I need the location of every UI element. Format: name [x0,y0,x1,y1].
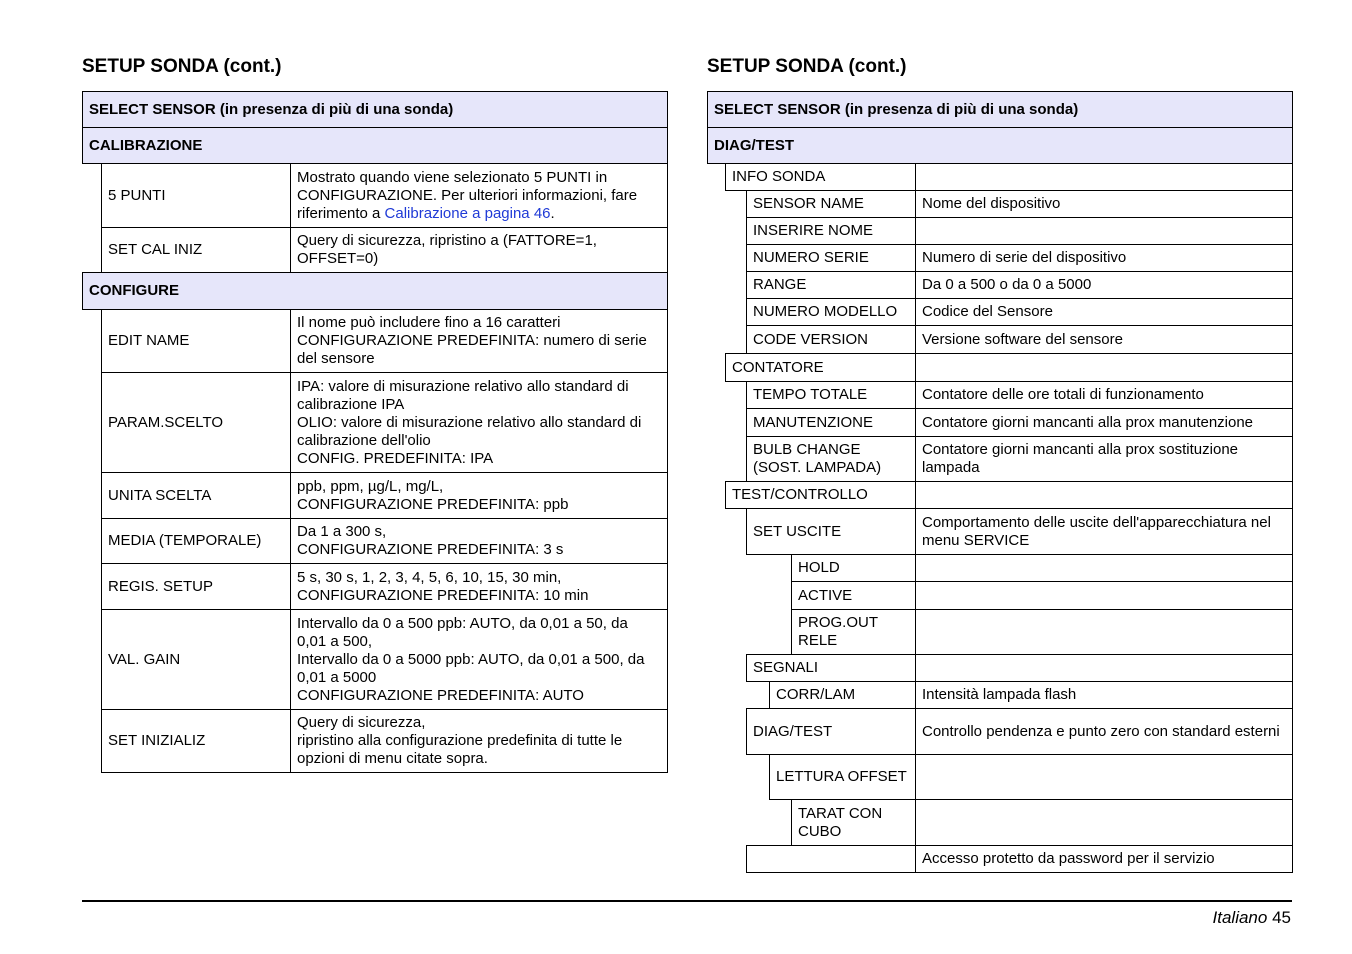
right-page-title: SETUP SONDA (cont.) [707,56,907,77]
menu-item-name: PROG.OUT RELE [798,614,878,649]
menu-item-name: CONTATORE [732,358,824,376]
page-number: 45 [1272,908,1291,927]
menu-item-name: TEST/CONTROLLO [732,486,868,503]
menu-item-description: IPA: valore di misurazione relativo allo standard di calibrazione IPA OLIO: valore di misurazione relativo allo standard di calibrazione dell'olio CONFIG. PREDEFINITA: IPA [297,377,642,467]
menu-item-description: Query di sicurezza, ripristino alla configurazione predefinita di tutte le opzioni di menu citate sopra. [297,714,623,767]
table-row [791,581,1293,610]
table-row [101,227,668,273]
page-footer [1213,908,1291,928]
table-row [746,325,1293,354]
menu-item-description: Query di sicurezza, ripristino a (FATTORE=1, OFFSET=0) [297,232,597,267]
table-row [791,799,1293,846]
table-row [746,271,1293,299]
menu-item-name: VAL. GAIN [108,650,181,668]
menu-item-name: MEDIA (TEMPORALE) [108,532,262,549]
menu-item-name: LETTURA OFFSET [776,768,907,785]
section-configure: CONFIGURE [82,272,668,310]
select-sensor-header: SELECT SENSOR (in presenza di più di una sonda) [707,91,1293,128]
menu-item-name: DIAG/TEST [753,722,833,740]
menu-item-description: Il nome può includere fino a 16 caratteri CONFIGURAZIONE PREDEFINITA: numero di serie del sensore [297,314,647,367]
menu-item-name: ACTIVE [798,586,853,604]
menu-item-description: Accesso protetto da password per il servizio [922,850,1215,867]
menu-item-description: Versione software del sensore [922,330,1123,348]
menu-item-name: SET INIZIALIZ [108,732,206,749]
menu-item-description: ppb, ppm, µg/L, mg/L, CONFIGURAZIONE PREDEFINITA: ppb [297,477,569,513]
menu-item-name: EDIT NAME [108,332,190,349]
menu-item-description: 5 s, 30 s, 1, 2, 3, 4, 5, 6, 10, 15, 30 min, CONFIGURAZIONE PREDEFINITA: 10 min [297,568,589,604]
table-row [101,518,668,564]
menu-item-name: REGIS. SETUP [108,577,214,595]
menu-item-name: BULB CHANGE (SOST. LAMPADA) [753,441,882,476]
footer-language: Italiano [1212,908,1268,927]
table-row [101,472,668,519]
table-row [791,554,1293,582]
menu-item-name: SET CAL INIZ [108,241,203,258]
table-row [725,163,1293,191]
menu-item-description: Controllo pendenza e punto zero con standard esterni [922,722,1280,740]
table-row [746,190,1293,218]
menu-item-description: Mostrato quando viene selezionato 5 PUNTI in CONFIGURAZIONE. Per ulteriori informazioni, fare riferimento a Calibrazione a pagina 46. [297,168,638,222]
table-row [746,654,1293,682]
menu-item-name: CORR/LAM [776,686,856,703]
calibrazione-link[interactable]: Calibrazione a pagina 46 [384,204,551,222]
menu-item-description: Da 1 a 300 s, CONFIGURAZIONE PREDEFINITA: 3 s [297,523,564,558]
menu-item-name: 5 PUNTI [108,186,166,204]
menu-item-name: MANUTENZIONE [753,413,873,431]
table-row [746,436,1293,482]
menu-item-name: SET USCITE [753,522,842,540]
table-row [746,217,1293,245]
table-row [746,408,1293,437]
right-menu-table [707,91,1293,873]
menu-item-name: UNITA SCELTA [108,486,212,504]
menu-item-description: Da 0 a 500 o da 0 a 5000 [922,276,1092,293]
footer-divider [82,900,1292,902]
menu-item-name: NUMERO MODELLO [753,303,898,320]
menu-item-name: INFO SONDA [732,168,826,185]
menu-item-description: Contatore giorni mancanti alla prox sostituzione lampada [922,441,1239,476]
menu-item-description: Intensità lampada flash [922,686,1077,703]
menu-item-description: Contatore giorni mancanti alla prox manutenzione [922,413,1254,431]
table-row [101,163,668,228]
menu-item-description: Nome del dispositivo [922,195,1061,212]
menu-item-name: INSERIRE NOME [753,222,874,239]
table-row [746,508,1293,555]
select-sensor-header: SELECT SENSOR (in presenza di più di una sonda) [82,91,668,128]
table-row [101,609,668,710]
table-row [101,372,668,473]
table-row [746,298,1293,326]
left-menu-table [82,91,668,773]
menu-item-description: Numero di serie del dispositivo [922,249,1127,266]
table-row [746,381,1293,409]
menu-item-name: TARAT CON CUBO [798,804,883,840]
table-row [725,481,1293,509]
table-row [746,244,1293,272]
left-page-title: SETUP SONDA (cont.) [82,56,282,77]
table-row [101,563,668,610]
section-diag-test: DIAG/TEST [707,127,1293,164]
table-row [101,709,668,773]
menu-item-description: Contatore delle ore totali di funzionamento [922,386,1204,403]
menu-item-name: HOLD [798,559,840,576]
table-row [101,309,668,373]
table-row [746,708,1293,755]
table-row [725,353,1293,382]
menu-item-name: SEGNALI [753,659,819,676]
table-row [791,609,1293,655]
menu-item-name: NUMERO SERIE [753,249,869,266]
menu-item-name: PARAM.SCELTO [108,413,224,431]
menu-item-name: SENSOR NAME [753,195,864,212]
menu-item-name: RANGE [753,276,807,293]
table-row [769,754,1293,800]
menu-item-description: Codice del Sensore [922,303,1053,320]
table-row [769,681,1293,709]
menu-item-description: Comportamento delle uscite dell'apparecchiatura nel menu SERVICE [922,513,1271,549]
section-calibrazione: CALIBRAZIONE [82,127,668,164]
table-row [746,845,1293,873]
menu-item-description: Intervallo da 0 a 500 ppb: AUTO, da 0,01 a 50, da 0,01 a 500, Intervallo da 0 a 5000 ppb: AUTO, da 0,01 a 500, da 0,01 a 5000 CONFIGURAZIONE PREDEFINITA: AUTO [297,614,645,704]
menu-item-name: CODE VERSION [753,330,869,348]
menu-item-name: TEMPO TOTALE [753,386,868,403]
